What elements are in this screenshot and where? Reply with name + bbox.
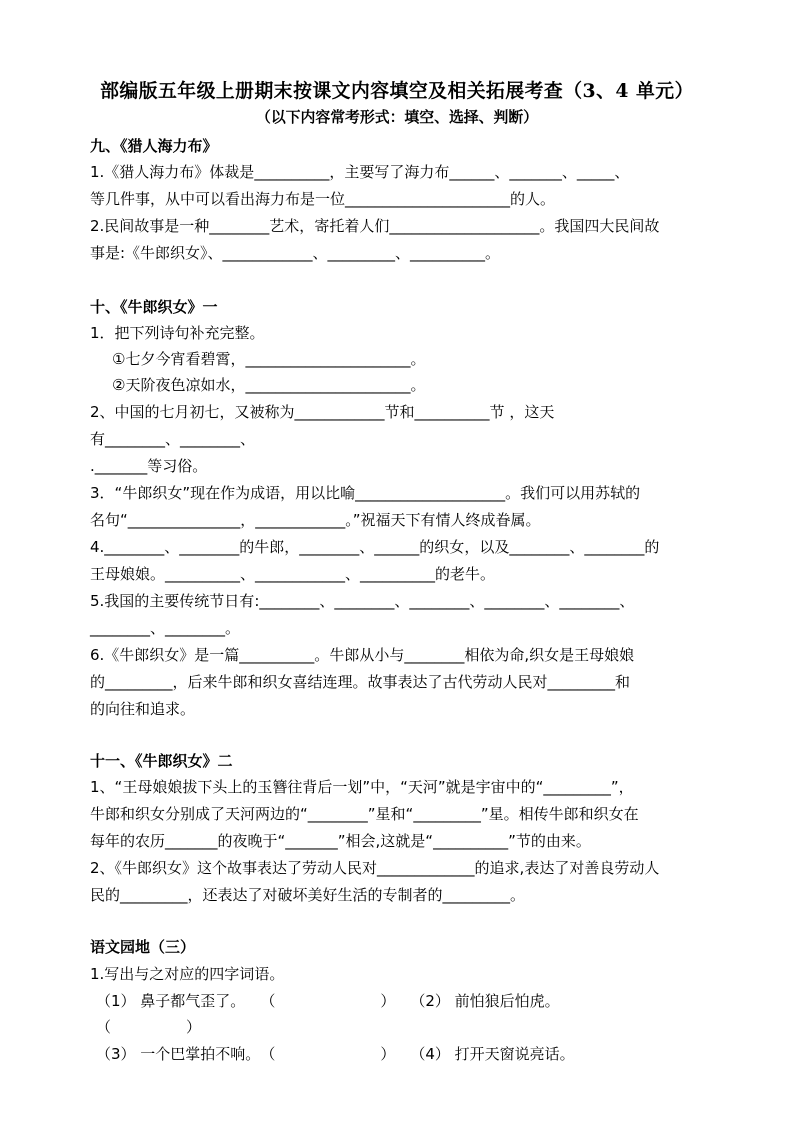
section10-line: ________、________。 <box>90 619 241 637</box>
section11-line: 民的_________，还表达了对破坏美好生活的专制者的_________。 <box>90 886 526 904</box>
section11-line: 牛郎和织女分别成了天河两边的“________”星和“_________”星。相传牛郎和织女在 <box>90 805 639 823</box>
section10-line: 名句“_______________，____________。”祝福天下有情人终成眷属。 <box>90 511 541 529</box>
section11-line: 1、“王母娘娘拔下头上的玉簪往背后一划”中，“天河”就是宇宙中的“_________”， <box>90 778 634 796</box>
yuwen-line: （ ） <box>96 1018 202 1036</box>
section10-line: ._______等习俗。 <box>90 457 208 475</box>
section10-line: ①七夕今宵看碧霄，______________________。 <box>112 350 426 368</box>
section10-line: 4.________、________的牛郎，________、______的织女，以及________、________的 <box>90 538 660 556</box>
section10-line: 的_________，后来牛郎和织女喜结连理。故事表达了古代劳动人民对_________和 <box>90 673 631 691</box>
section10-line: 2、中国的七月初七，又被称为____________节和__________节 ，这天 <box>90 403 555 421</box>
section10-line: 6.《牛郎织女》是一篇__________。牛郎从小与________相依为命,织女是王母娘娘 <box>90 646 635 664</box>
section11-line: 2、《牛郎织女》这个故事表达了劳动人民对_____________的追求,表达了对善良劳动人 <box>90 859 660 877</box>
yuwen-line: 1.写出与之对应的四字词语。 <box>90 965 285 983</box>
section10-line: 5.我国的主要传统节日有:________、________、________、________、________、 <box>90 592 635 610</box>
section10-line: 的向往和追求。 <box>90 700 196 718</box>
section9-heading: 九、《猎人海力布》 <box>90 137 218 155</box>
yuwen-line: （1） 鼻子都气歪了。 （ ） （2） 前怕狼后怕虎。 <box>96 992 560 1010</box>
yuwen-heading: 语文园地（三） <box>90 938 196 956</box>
section9-line: 1.《猎人海力布》体裁是__________，主要写了海力布______、_______、_____、 <box>90 163 630 181</box>
page-subtitle: （以下内容常考形式：填空、选择、判断） <box>255 108 539 126</box>
yuwen-line: （3） 一个巴掌拍不响。 （ ） （4） 打开天窗说亮话。 <box>96 1045 575 1063</box>
section11-heading: 十一、《牛郎织女》二 <box>90 752 233 770</box>
section10-line: 王母娘娘。__________、____________、__________的老牛。 <box>90 565 496 583</box>
section10-heading: 十、《牛郎织女》一 <box>90 298 218 316</box>
section11-line: 每年的农历_______的夜晚于“_______”相会,这就是“__________”节的由来。 <box>90 832 591 850</box>
section9-line: 事是:《牛郎织女》、____________、_________、__________。 <box>90 244 501 262</box>
section9-line: 等几件事，从中可以看出海力布是一位______________________的人。 <box>90 190 556 208</box>
section10-line: 有________、________、 <box>90 430 256 448</box>
section10-line: 3．“牛郎织女”现在作为成语，用以比喻____________________。我们可以用苏轼的 <box>90 484 641 502</box>
section10-line: ②天阶夜色凉如水，______________________。 <box>112 376 426 394</box>
page-title: 部编版五年级上册期末按课文内容填空及相关拓展考查（3、4 单元） <box>100 80 694 102</box>
section9-line: 2.民间故事是一种________艺术，寄托着人们____________________。我国四大民间故 <box>90 217 660 235</box>
section10-line: 1．把下列诗句补充完整。 <box>90 324 265 342</box>
